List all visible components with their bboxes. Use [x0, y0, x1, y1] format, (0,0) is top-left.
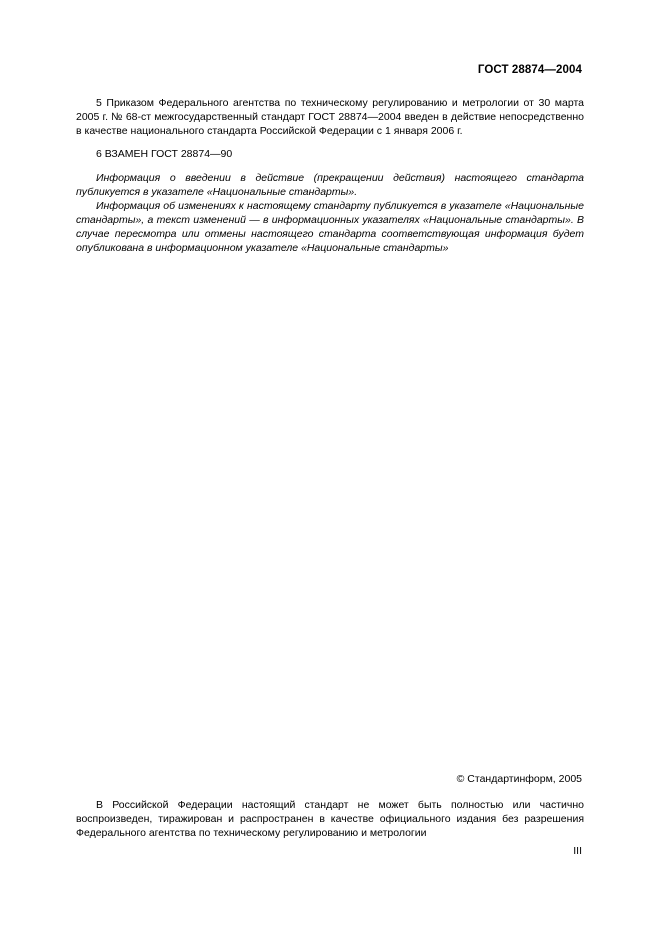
document-code: ГОСТ 28874—2004 [477, 64, 582, 76]
info-changes-text: Информация об изменениях к настоящему стандарту публикуется в указателе «Национальные стандарты», а текст изменений — в информационных указателях «Национальные стандарты». В случае пересмотра или отмены настоящего стандарта соответствующая информация будет опубликована в информационном указателе «Национальные стандарты» [76, 200, 584, 254]
info-introduction-text: Информация о введении в действие (прекращении действия) настоящего стандарта публикуется в указателе «Национальные стандарты». [76, 172, 584, 198]
section-6 [76, 147, 584, 161]
info-block [76, 171, 584, 255]
copyright-line: © Стандартинформ, 2005 [456, 773, 582, 785]
reproduction-notice [76, 798, 584, 840]
page-number: III [573, 845, 582, 857]
section-5-text: 5 Приказом Федерального агентства по техническому регулированию и метрологии от 30 марта 2005 г. № 68-ст межгосударственный стандарт ГОСТ 28874—2004 введен в действие непосредственно в качестве национального стандарта Российской Федерации с 1 января 2006 г. [76, 97, 584, 137]
section-5 [76, 96, 584, 138]
reproduction-notice-text: В Российской Федерации настоящий стандарт не может быть полностью или частично воспроизведен, тиражирован и распространен в качестве официального издания без разрешения Федерального агентства по техническому регулированию и метрологии [76, 799, 584, 839]
section-6-text: 6 ВЗАМЕН ГОСТ 28874—90 [96, 148, 233, 160]
